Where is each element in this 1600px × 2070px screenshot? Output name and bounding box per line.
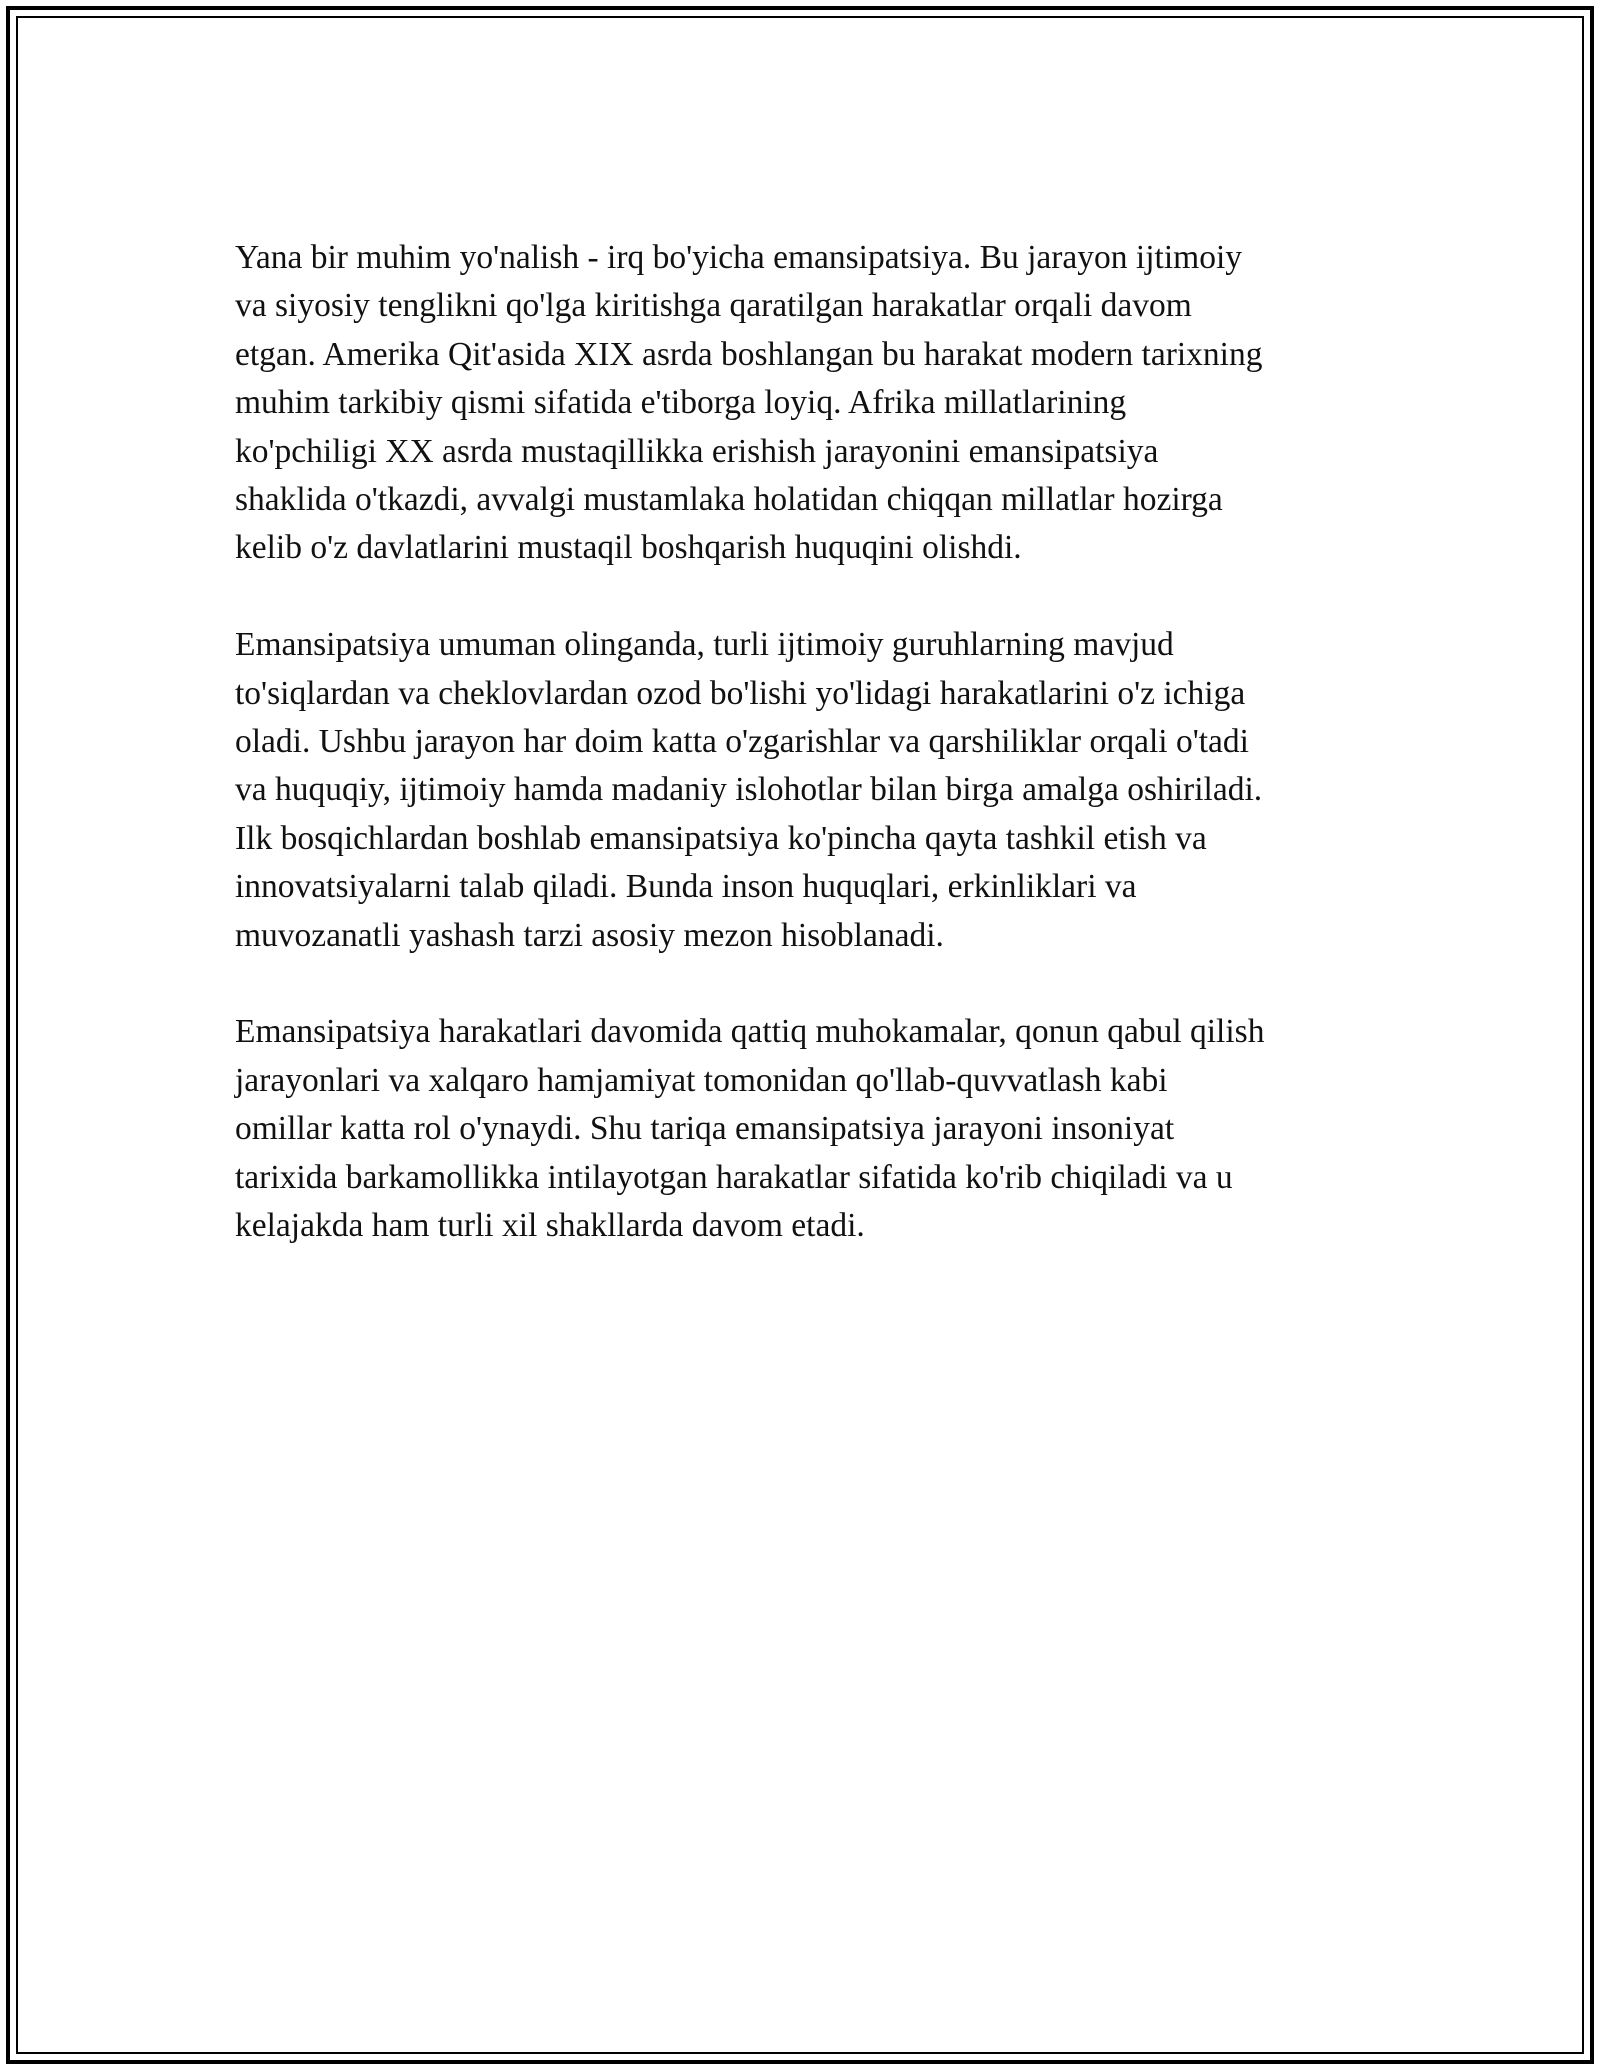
paragraph-2: Emansipatsiya umuman olinganda, turli ijtimoiy guruhlarning mavjud to'siqlardan va cheklovlardan ozod bo'lishi yo'lidagi harakatlarini o'z ichiga oladi. Ushbu jarayon har doim katta o'zgarishlar va qarshiliklar orqali o'tadi va huquqiy, ijtimoiy hamda madaniy islohotlar bilan birga amalga oshiriladi. Ilk bosqichlardan boshlab emansipatsiya ko'pincha qayta tashkil etish va innovatsiyalarni talab qiladi. Bunda inson huquqlari, erkinliklari va muvozanatli yashash tarzi asosiy mezon hisoblanadi. [235,626,1263,954]
document-body [235,234,1375,1299]
paragraph-3: Emansipatsiya harakatlari davomida qattiq muhokamalar, qonun qabul qilish jarayonlari va xalqaro hamjamiyat tomonidan qo'llab-quvvatlash kabi omillar katta rol o'ynaydi. Shu tariqa emansipatsiya jarayoni insoniyat tarixida barkamollikka intilayotgan harakatlar sifatida ko'rib chiqiladi va u kelajakda ham turli xil shakllarda davom etadi. [235,1013,1265,1245]
paragraph-1: Yana bir muhim yo'nalish - irq bo'yicha emansipatsiya. Bu jarayon ijtimoiy va siyosiy tenglikni qo'lga kiritishga qaratilgan harakatlar orqali davom etgan. Amerika Qit'asida XIX asrda boshlangan bu harakat modern tarixning muhim tarkibiy qismi sifatida e'tiborga loyiq. Afrika millatlarining ko'pchiligi XX asrda mustaqillikka erishish jarayonini emansipatsiya shaklida o'tkazdi, avvalgi mustamlaka holatidan chiqqan millatlar hozirga kelib o'z davlatlarini mustaqil boshqarish huquqini olishdi. [235,239,1263,567]
